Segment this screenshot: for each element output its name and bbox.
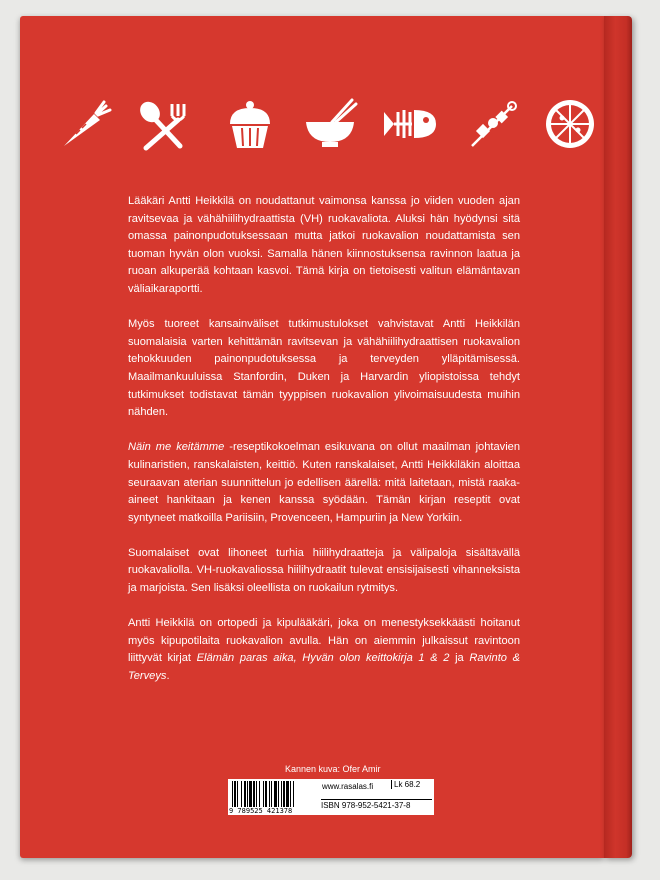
blurb-paragraph-5-text-a: Antti Heikkilä on ortopedi ja kipulääkäri, joka on menestyksekkäästi hoitanut myös kipupotilaita ruokavalion avulla. Hän on aiemmin julkaissut ravintoon liittyvät kirjat <box>128 617 520 665</box>
back-cover-blurb <box>128 193 520 703</box>
pizza-icon <box>542 96 598 152</box>
barcode-bars <box>230 781 318 807</box>
blurb-paragraph-5-text-c: ja <box>449 652 470 665</box>
isbn-number: ISBN 978-952-5421-37-8 <box>321 799 432 810</box>
blurb-paragraph-5-text-d: . <box>166 670 170 683</box>
food-icons-row <box>52 96 602 156</box>
blurb-paragraph-5 <box>128 615 520 685</box>
cupcake-icon <box>222 96 278 152</box>
fork-and-spatula-icon <box>134 96 190 152</box>
previous-book-titles-2: Ravinto & Terveys <box>128 652 520 683</box>
blurb-paragraph-1: Lääkäri Antti Heikkilä on noudattanut vaimonsa kanssa jo viiden vuoden ajan ravitsevaa ja vähähiilihydraattista (VH) ruokavaliota. Aluksi hän hyödynsi sitä omassa painonpudotuksessaan mutta jatkoi ruokavalion noudattamista sen tuoman hyvän olon vuoksi. Samalla hänen kiinnostuksensa ravinnon laatua ja ruoan alkuperää kohtaan kasvoi. Tämä kirja on tietoisesti valitun elämäntavan väliaikaraportti. <box>128 195 520 295</box>
book-spine <box>604 16 632 858</box>
book-title: Näin me keitämme <box>128 441 225 454</box>
ean-number: 9 789525 421378 <box>229 807 293 815</box>
library-class: Lk 68.2 <box>391 780 420 789</box>
carrot-icon <box>56 96 112 152</box>
skewer-icon <box>464 96 520 152</box>
barcode-label <box>228 779 434 815</box>
previous-book-titles-1: Elämän paras aika, Hyvän olon keittokirja 1 & 2 <box>196 652 450 665</box>
publisher-website: www.rasalas.fi <box>322 782 374 791</box>
blurb-paragraph-4: Suomalaiset ovat lihoneet turhia hiilihydraatteja ja välipaloja sisältävällä ruokavaliolla. VH-ruokavaliossa hiilihydraatit tulevat ensisijaisesti vihanneksista ja marjoista. Sen lisäksi oleellista on ruokailun rytmitys. <box>128 546 520 595</box>
bowl-with-chopsticks-icon <box>302 96 358 152</box>
cover-photo-credit: Kannen kuva: Ofer Amir <box>285 764 381 774</box>
blurb-paragraph-3 <box>128 439 520 527</box>
fish-icon <box>382 96 438 152</box>
blurb-paragraph-3-text: -reseptikokoelman esikuvana on ollut maailman johtavien kulinaristien, ranskalaisten, keittiö. Kuten ranskalaiset, Antti Heikkiläkin aloittaa seuraavan aterian suunnittelun jo edellisen äärellä: mitä laitetaan, mistä raaka-aineet hankitaan ja kenen kanssa syödään. Tämän kirjan reseptit ovat syntyneet matkoilla Pariisiin, Provenceen, Hampuriin ja New Yorkiin. <box>128 441 520 524</box>
blurb-paragraph-2: Myös tuoreet kansainväliset tutkimustulokset vahvistavat Antti Heikkilän suomalaisia varten kehittämän ravitsevan ja vähähiilihydraattisen ruokavalion tehokkuuden painonpudotuksessa ja terveyden ylläpitämisessä. Maailmankuuluissa Stanfordin, Duken ja Harvardin yliopistoissa tehdyt tutkimukset todistavat tämän tyyppisen ruokavalion ylivoimaisuudesta muihin nähden. <box>128 318 520 419</box>
